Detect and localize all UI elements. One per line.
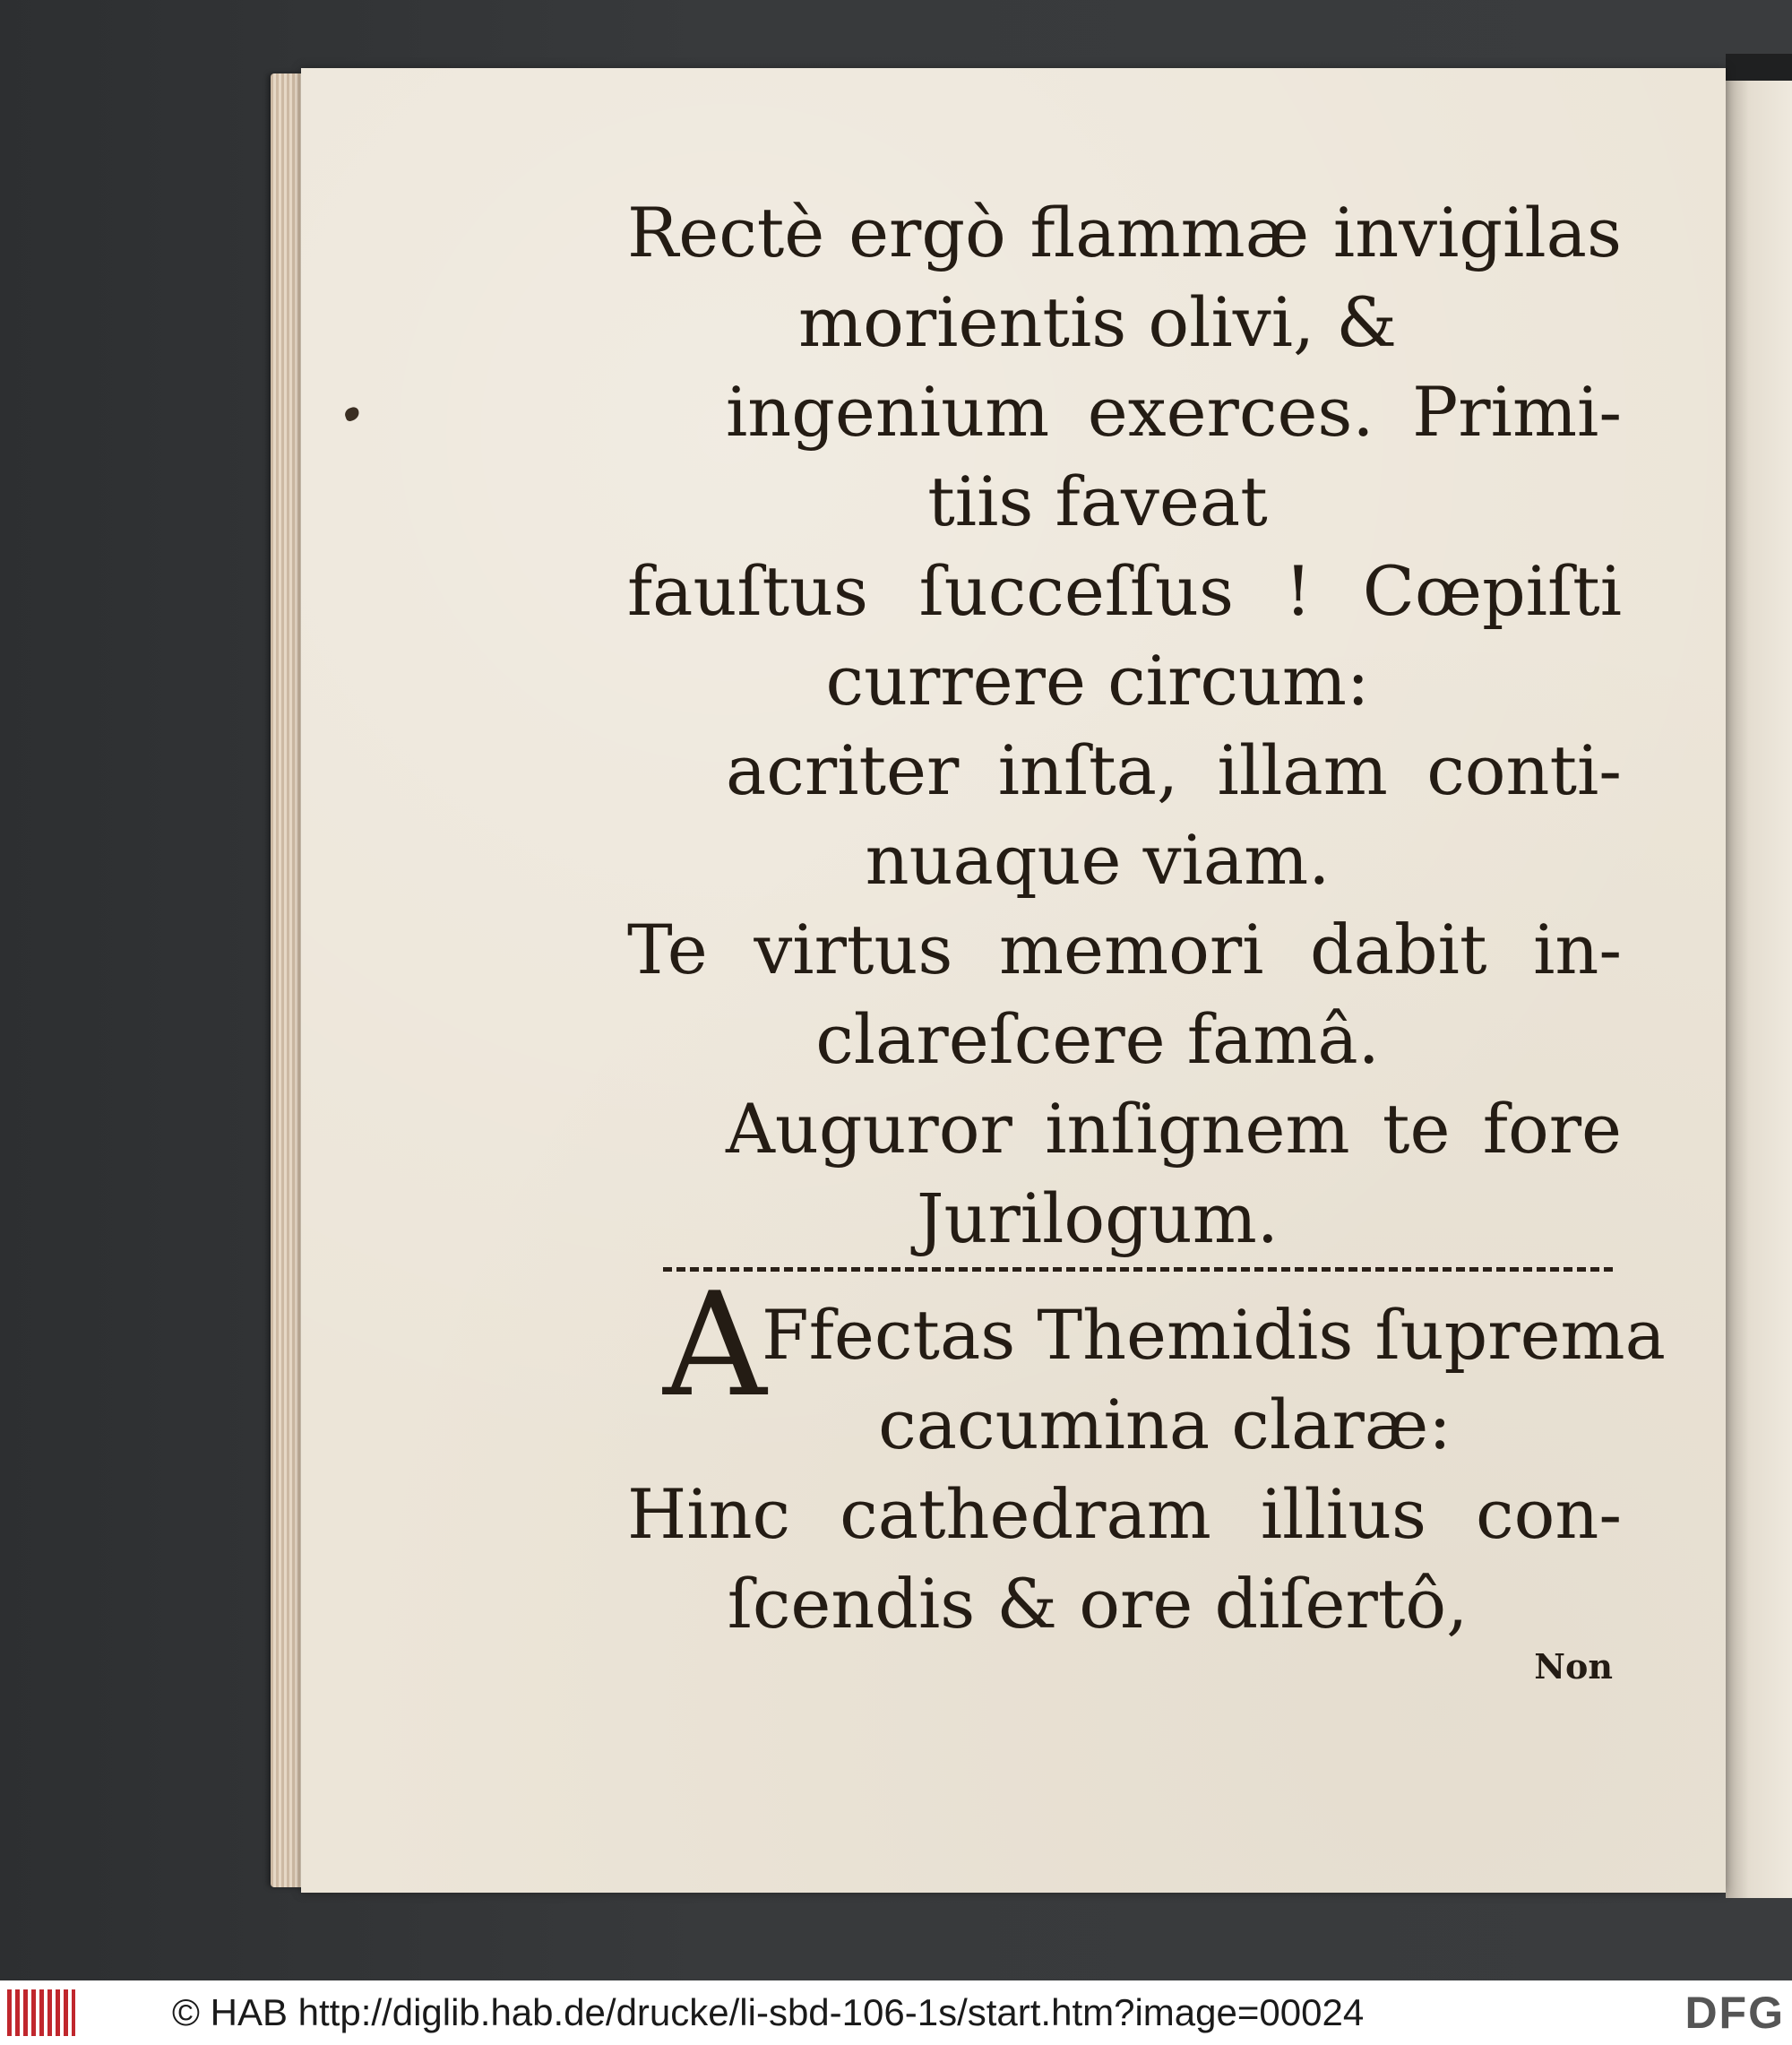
library-barcode-icon — [7, 1989, 75, 2036]
text-line-2: morientis olivi, & — [798, 282, 1397, 362]
facing-page-shadow — [1726, 54, 1792, 81]
text-line-11: Auguror inſignem te fore — [726, 1089, 1622, 1169]
drop-cap: A — [663, 1261, 767, 1428]
facing-page-edge — [1726, 54, 1792, 1898]
dfg-logo: DFG — [1684, 1988, 1785, 2038]
text-line-4: tiis faveat — [927, 462, 1268, 541]
text-line-16: ſcendis & ore diſertô, — [727, 1564, 1469, 1644]
text-line-7: acriter inſta, illam conti- — [726, 730, 1622, 810]
text-line-3: ingenium exerces. Primi- — [726, 372, 1622, 452]
section-divider — [663, 1267, 1613, 1272]
text-line-12: Jurilogum. — [917, 1178, 1279, 1258]
catchword: Non — [1534, 1646, 1613, 1687]
footer-bar — [0, 1980, 1792, 2045]
text-line-15: Hinc cathedram illius con- — [627, 1474, 1622, 1554]
text-line-10: clareſcere famâ. — [815, 999, 1380, 1079]
text-line-13: Ffectas Themidis ſuprema — [762, 1295, 1666, 1375]
text-line-8: nuaque viam. — [865, 820, 1331, 900]
text-line-1: Rectè ergò flammæ invigilas — [627, 193, 1622, 272]
text-line-6: currere circum: — [825, 641, 1370, 720]
text-line-5: fauſtus ſucceſſus ! Cœpiſti — [627, 551, 1622, 631]
text-line-14: cacumina claræ: — [878, 1385, 1452, 1464]
text-line-9: Te virtus memori dabit in- — [627, 910, 1622, 989]
copyright-credit: © HAB http://diglib.hab.de/drucke/li-sbd-106-1s/start.htm?image=00024 — [172, 1991, 1365, 2033]
